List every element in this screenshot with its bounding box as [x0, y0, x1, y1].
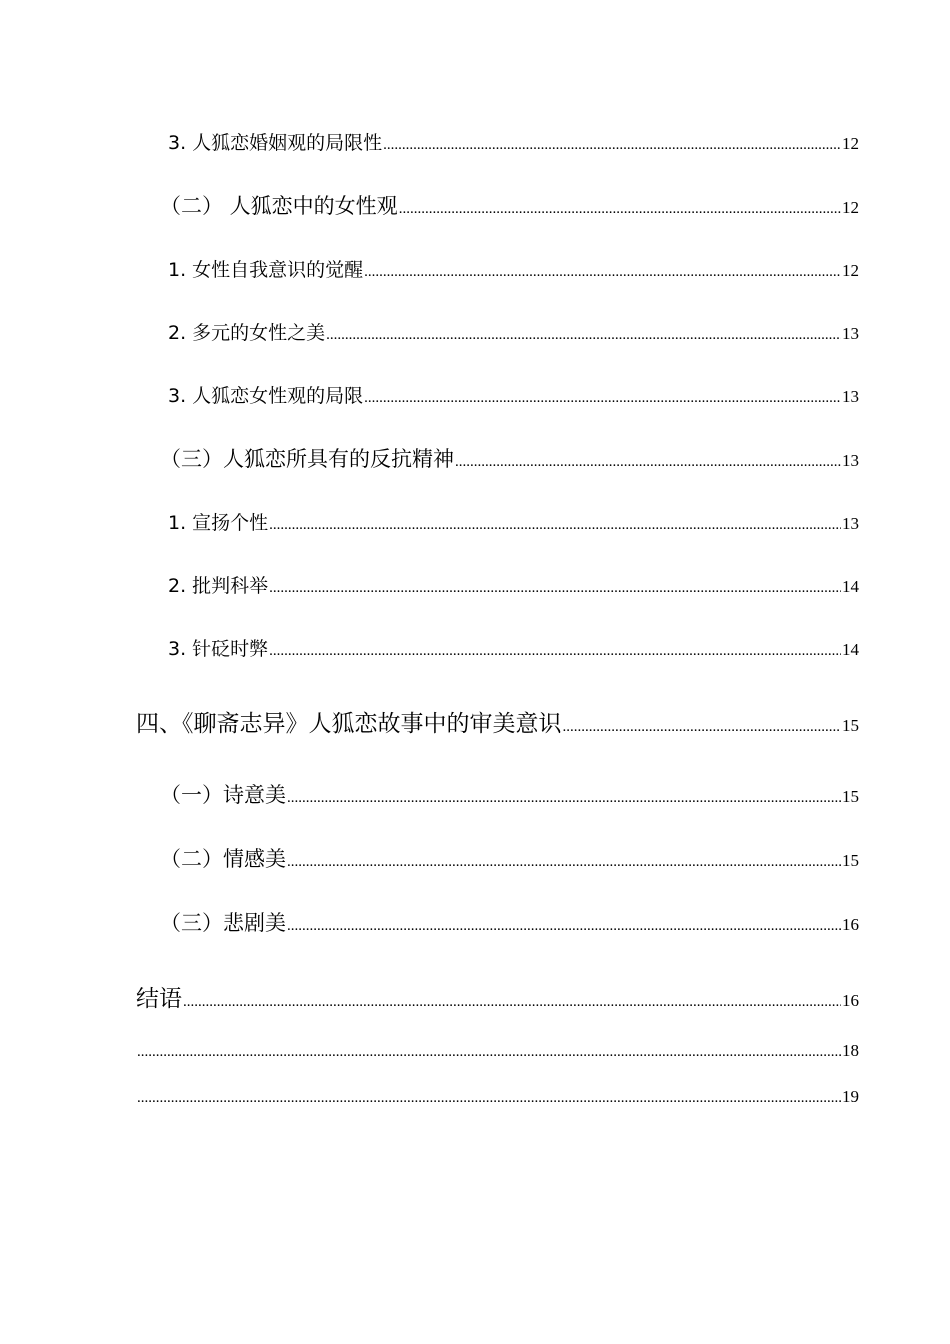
toc-page-number: 12: [842, 198, 859, 217]
toc-page-number: 12: [842, 134, 859, 153]
toc-entry-label: 结语: [136, 986, 182, 1012]
toc-page-number: 15: [842, 851, 859, 870]
dot-leader: [563, 719, 842, 736]
toc-entry-label: （三）悲剧美: [160, 911, 286, 935]
dot-leader: [183, 994, 841, 1011]
dot-leader: [137, 1090, 841, 1107]
dot-leader: [383, 137, 841, 154]
dot-leader: [399, 201, 841, 218]
toc-page-number: 13: [842, 451, 859, 470]
toc-page-number: 14: [842, 640, 859, 659]
dot-leader: [287, 854, 841, 871]
toc-entry[interactable]: [136, 1041, 859, 1061]
toc-entry[interactable]: [168, 381, 859, 408]
dot-leader: [326, 327, 841, 344]
dot-leader: [287, 918, 841, 935]
dot-leader: [364, 264, 841, 281]
toc-entry-label: 3. 针砭时弊: [168, 638, 269, 660]
dot-leader: [137, 1044, 841, 1061]
toc-entry[interactable]: [168, 634, 859, 661]
toc-page-number: 13: [842, 387, 859, 406]
dot-leader: [364, 390, 841, 407]
toc-page-number: 14: [842, 577, 859, 596]
toc-entry[interactable]: [160, 843, 859, 873]
toc-entry[interactable]: [136, 1087, 859, 1107]
toc-entry[interactable]: [136, 705, 859, 738]
dot-leader: [455, 454, 841, 471]
toc-entry[interactable]: [160, 907, 859, 937]
toc-entry-label: （一）诗意美: [160, 783, 286, 807]
toc-page-number: 13: [842, 514, 859, 533]
toc-entry-label: 3. 人狐恋女性观的局限: [168, 385, 364, 407]
dot-leader: [269, 643, 841, 660]
toc-page-number: 15: [842, 716, 859, 735]
toc-entry[interactable]: [136, 980, 859, 1013]
toc-entry-label: 1. 宣扬个性: [168, 512, 269, 534]
toc-page-number: 16: [842, 991, 859, 1010]
toc-entry-label: （二）情感美: [160, 847, 286, 871]
toc-page-number: 15: [842, 787, 859, 806]
toc-entry-label: （三）人狐恋所具有的反抗精神: [160, 447, 454, 471]
toc-entry[interactable]: [168, 508, 859, 535]
toc-page-number: 16: [842, 915, 859, 934]
toc-entry[interactable]: [168, 128, 859, 155]
toc-entry[interactable]: [168, 318, 859, 345]
dot-leader: [269, 517, 841, 534]
toc-entry-label: 1. 女性自我意识的觉醒: [168, 259, 364, 281]
toc-entry-label: （二） 人狐恋中的女性观: [160, 194, 398, 218]
dot-leader: [287, 790, 841, 807]
toc-entry-label: 四、《聊斋志异》人狐恋故事中的审美意识: [136, 711, 562, 737]
toc-page-number: 19: [842, 1087, 859, 1106]
toc-entry-label: 3. 人狐恋婚姻观的局限性: [168, 132, 383, 154]
toc-entry-label: 2. 批判科举: [168, 575, 269, 597]
toc-page-number: 13: [842, 324, 859, 343]
toc-entry[interactable]: [160, 443, 859, 473]
toc-entry[interactable]: [168, 255, 859, 282]
toc-page-number: 18: [842, 1041, 859, 1060]
dot-leader: [269, 580, 841, 597]
toc-entry-label: 2. 多元的女性之美: [168, 322, 326, 344]
toc-entry[interactable]: [160, 190, 859, 220]
toc-page-number: 12: [842, 261, 859, 280]
toc-entry[interactable]: [168, 571, 859, 598]
toc-entry[interactable]: [160, 779, 859, 809]
